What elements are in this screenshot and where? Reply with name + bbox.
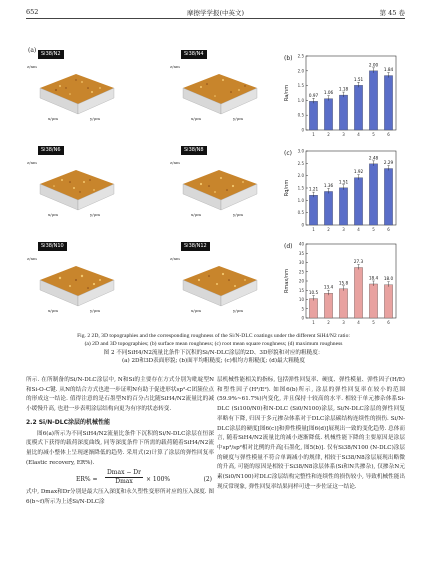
afm-3d-surface [173,154,261,214]
data-label: 2.48 [368,155,379,161]
y-axis-label: Ra/nm [284,84,290,102]
data-label: 13.4 [323,284,334,290]
data-label: 1.51 [338,179,349,185]
bar [384,76,392,130]
x-tick-label: 1 [312,132,315,137]
section-heading: 2.2 Si/N-DLC涂层的机械性能 [26,418,111,426]
axis-y-label: y/μm [233,116,243,121]
left-column [26,376,214,508]
bar [384,285,392,318]
x-tick-label: 2 [327,227,330,232]
x-tick-label: 4 [357,132,360,137]
rq-bar-chart [282,145,400,237]
axis-x-label: x/μm [191,212,201,217]
axis-z-label: z/nm [170,256,180,261]
running-header [26,6,405,18]
bar [369,164,377,225]
chart-b [282,50,400,142]
y-tick-label: 1.5 [297,83,304,89]
bar [309,101,317,130]
afm-tile [170,242,261,320]
y-tick-label: 0 [301,222,304,228]
sample-tag: Si38/N2 [38,50,64,59]
x-tick-label: 5 [372,320,375,325]
y-tick-label: 1.5 [297,185,304,191]
axis-y-label: y/μm [233,308,243,313]
data-label: 18.4 [368,275,379,281]
bar [339,95,347,130]
data-label: 15.8 [338,280,349,286]
afm-3d-surface [30,154,118,214]
bar [369,71,377,130]
axis-x-label: x/μm [48,212,58,217]
y-tick-label: 1.0 [297,97,304,103]
bar [354,85,362,130]
x-tick-label: 6 [387,227,390,232]
bar [354,267,362,318]
sample-tag: Si38/N10 [38,242,67,251]
y-tick-label: 2.5 [297,160,304,166]
data-label: 27.3 [353,258,364,264]
afm-tile [27,242,118,320]
sample-tag: Si38/N12 [181,242,210,251]
journal-title: 摩擦学学报(中英文) [186,9,245,17]
x-tick-label: 6 [387,320,390,325]
axis-y-label: y/μm [90,308,100,313]
right-column [217,376,405,492]
axis-z-label: z/nm [170,160,180,165]
axis-z-label: z/nm [27,256,37,261]
caption-en-line1: Fig. 2 2D, 3D topographies and the corresponding roughness of the Si/N-DLC coatings under the different SiH4/N2 ratio: [77,333,350,339]
axis-z-label: z/nm [27,160,37,165]
caption-zh-line1: 图 2 不同SiH4/N2流量比条件下沉积的Si/N-DLC涂层的2D、3D形貌和对应的粗糙度： [103,350,324,356]
x-tick-label: 6 [387,132,390,137]
panel-label: (d) [284,243,293,250]
axis-x-label: x/μm [191,308,201,313]
afm-tile [170,146,261,224]
chart-c [282,145,400,237]
y-tick-label: 2.0 [297,68,304,74]
paragraph: 层机械性能相关的指标, 包括弹性回复率、硬度、弹性模量、弹性因子(H/E)和塑性因子(H³/E²). 如图6(b)所示, 涂层的弹性回复率在较小的范围(59.9%~61.7%)内变化, 并且保持十较高的水平. 相较于单元掺杂体系Si-DLC (Si100/N0)和N-DLC (Si0/N100)涂层, Si/N-DLC涂层的弹性回复率略有下降, 归因于多元掺杂体系对于DLC涂层碳结构连续性的损伤. Si/N-DLC涂层的硬度[图6(c)]和弹性模量[图6(d)]展现出一致的变化趋势. 总体而言, 随着SiH4/N2流量比的减小逐渐降低. 机械性能下降的主要原因是涂层中sp³/sp²相对比例的升高[石墨化, 图5(b)]. 仅有Si38/N100 (N-DLC)涂层的硬度与弹性模量不符合单调减小的规律, 相较于Si38/N8涂层展现出略微的升高, 可能的原因是相较于Si38/N8涂层体系(Si和N共掺杂), 仅掺杂N元素(Si0/N100)对DLC涂层结构完整性和连续性的损伤较小, 导致机械性能出现反常现象, 弹性回复率结果同样可进一步佐证这一结论. [217,377,405,490]
rmax-bar-chart [282,238,400,330]
data-label: 1.92 [353,169,364,175]
axis-y-label: y/μm [233,212,243,217]
y-tick-label: 20 [298,278,304,284]
afm-3d-surface [30,250,118,310]
caption-en-line2: (a) 2D and 3D topographies; (b) surface mean roughness; (c) root mean square roughness; (d) maximum roughness [84,340,343,347]
bar [384,169,392,225]
data-label: 1.18 [338,86,349,92]
afm-3d-surface [173,250,261,310]
y-axis-label: Rq/nm [284,179,290,197]
caption-english [22,333,405,348]
ra-bar-chart [282,50,400,142]
equation-2 [26,470,214,486]
afm-tile [27,47,118,128]
data-label: 1.51 [353,76,364,82]
y-tick-label: 3.0 [297,148,304,154]
afm-3d-surface [173,58,261,118]
x-tick-label: 1 [312,227,315,232]
sample-tag: Si38/N6 [38,146,64,155]
data-label: 0.97 [308,92,319,98]
x-tick-label: 5 [372,227,375,232]
y-tick-label: 40 [298,241,304,247]
page-number: 652 [26,8,39,16]
x-tick-label: 3 [342,132,345,137]
afm-tile [27,146,118,224]
x-tick-label: 3 [342,320,345,325]
bar [369,284,377,318]
y-axis-label: Rmax/nm [284,268,290,294]
panel-label-a: (a) [28,47,37,54]
y-tick-label: 15 [298,287,304,293]
eq-numerator: Dmax − Dr [105,469,143,478]
sample-tag: Si38/N8 [181,146,207,155]
y-tick-label: 2.5 [297,53,304,59]
axis-z-label: z/nm [27,64,37,69]
x-tick-label: 2 [327,320,330,325]
y-tick-label: 0.5 [297,112,304,118]
afm-3d-surface [30,58,118,118]
x-tick-label: 2 [327,132,330,137]
bar [309,299,317,318]
paragraph: 所示. 在所制备的Si/N-DLC涂层中, N和Si的主要存在方式分别为吡啶型N和Si-O-C键. 从N的结合方式也进一步证明N有助于促进形状sp²-C团簇位点的形成这一结论. 值得注意的是石墨型N的百分占比随SiH4/N2流量比的减小缓慢升高, 也进一步表明涂层结构向更为有序的状态转变. [26,377,214,413]
data-label: 1.36 [323,182,334,188]
panel-label: (b) [284,55,293,62]
sample-tag: Si38/N4 [181,50,207,59]
eq-fraction [105,469,143,486]
bar [309,195,317,225]
header-rule [26,18,405,19]
bar [324,99,332,130]
y-tick-label: 0.5 [297,210,304,216]
y-tick-label: 10 [298,297,304,302]
caption-zh-line2: (a) 2D和3D表面形貌; (b)面平均粗糙度; (c)根均方粗糙度; (d)最大粗糙度 [121,357,305,364]
data-label: 1.21 [308,186,319,192]
bar [324,191,332,225]
caption-chinese [22,350,405,365]
y-tick-label: 0 [301,127,304,133]
volume-label: 第 45 卷 [379,9,405,17]
paragraph: 式中, Dmax和Dr分别是最大压入深度和永久塑性变形所对应的压入深度. 图6(b~f)所示为上述Si/N-DLC涂 [26,489,214,506]
y-tick-label: 0 [301,315,304,321]
y-tick-label: 35 [298,250,304,256]
data-label: 2.00 [368,62,379,68]
eq-number: (2) [203,476,212,484]
plot-frame [306,244,396,318]
x-tick-label: 5 [372,132,375,137]
x-tick-label: 4 [357,320,360,325]
y-tick-label: 25 [298,269,304,275]
y-tick-label: 2.0 [297,173,304,179]
eq-rhs: × 100% [146,476,171,484]
y-tick-label: 30 [298,260,304,265]
y-tick-label: 5 [301,306,304,312]
y-tick-label: 1.0 [297,197,304,203]
x-tick-label: 3 [342,227,345,232]
bar [324,293,332,318]
chart-d [282,238,400,330]
panel-label: (c) [284,150,292,157]
afm-tile [170,50,261,128]
x-tick-label: 1 [312,320,315,325]
plot-frame [306,151,396,225]
data-label: 10.5 [308,290,319,296]
paragraph: 图6(a)所示为不同SiH4/N2流量比条件下沉积的Si/N-DLC涂层在恒深度模式下获得的载荷深度曲线, 同等深度条件下所需的载荷随着SiH4/N2流量比的减小整体上呈现逐渐降低的趋势. 采用式(2)计算了涂层的弹性回复率(Elastic recovery, ER%). [26,430,214,466]
axis-z-label: z/nm [170,64,180,69]
figure-2 [27,47,400,330]
eq-lhs: ER% = [76,476,98,484]
data-label: 2.29 [383,160,394,166]
plot-frame [306,56,396,130]
axis-x-label: x/μm [191,116,201,121]
bar [339,188,347,225]
axis-x-label: x/μm [48,308,58,313]
data-label: 18.0 [383,276,394,282]
bar [339,289,347,318]
bar [354,178,362,225]
axis-x-label: x/μm [48,116,58,121]
eq-denominator: Dmax [115,478,133,486]
axis-y-label: y/μm [90,212,100,217]
x-tick-label: 4 [357,227,360,232]
axis-y-label: y/μm [90,116,100,121]
data-label: 1.84 [383,67,394,73]
data-label: 1.06 [323,90,334,96]
